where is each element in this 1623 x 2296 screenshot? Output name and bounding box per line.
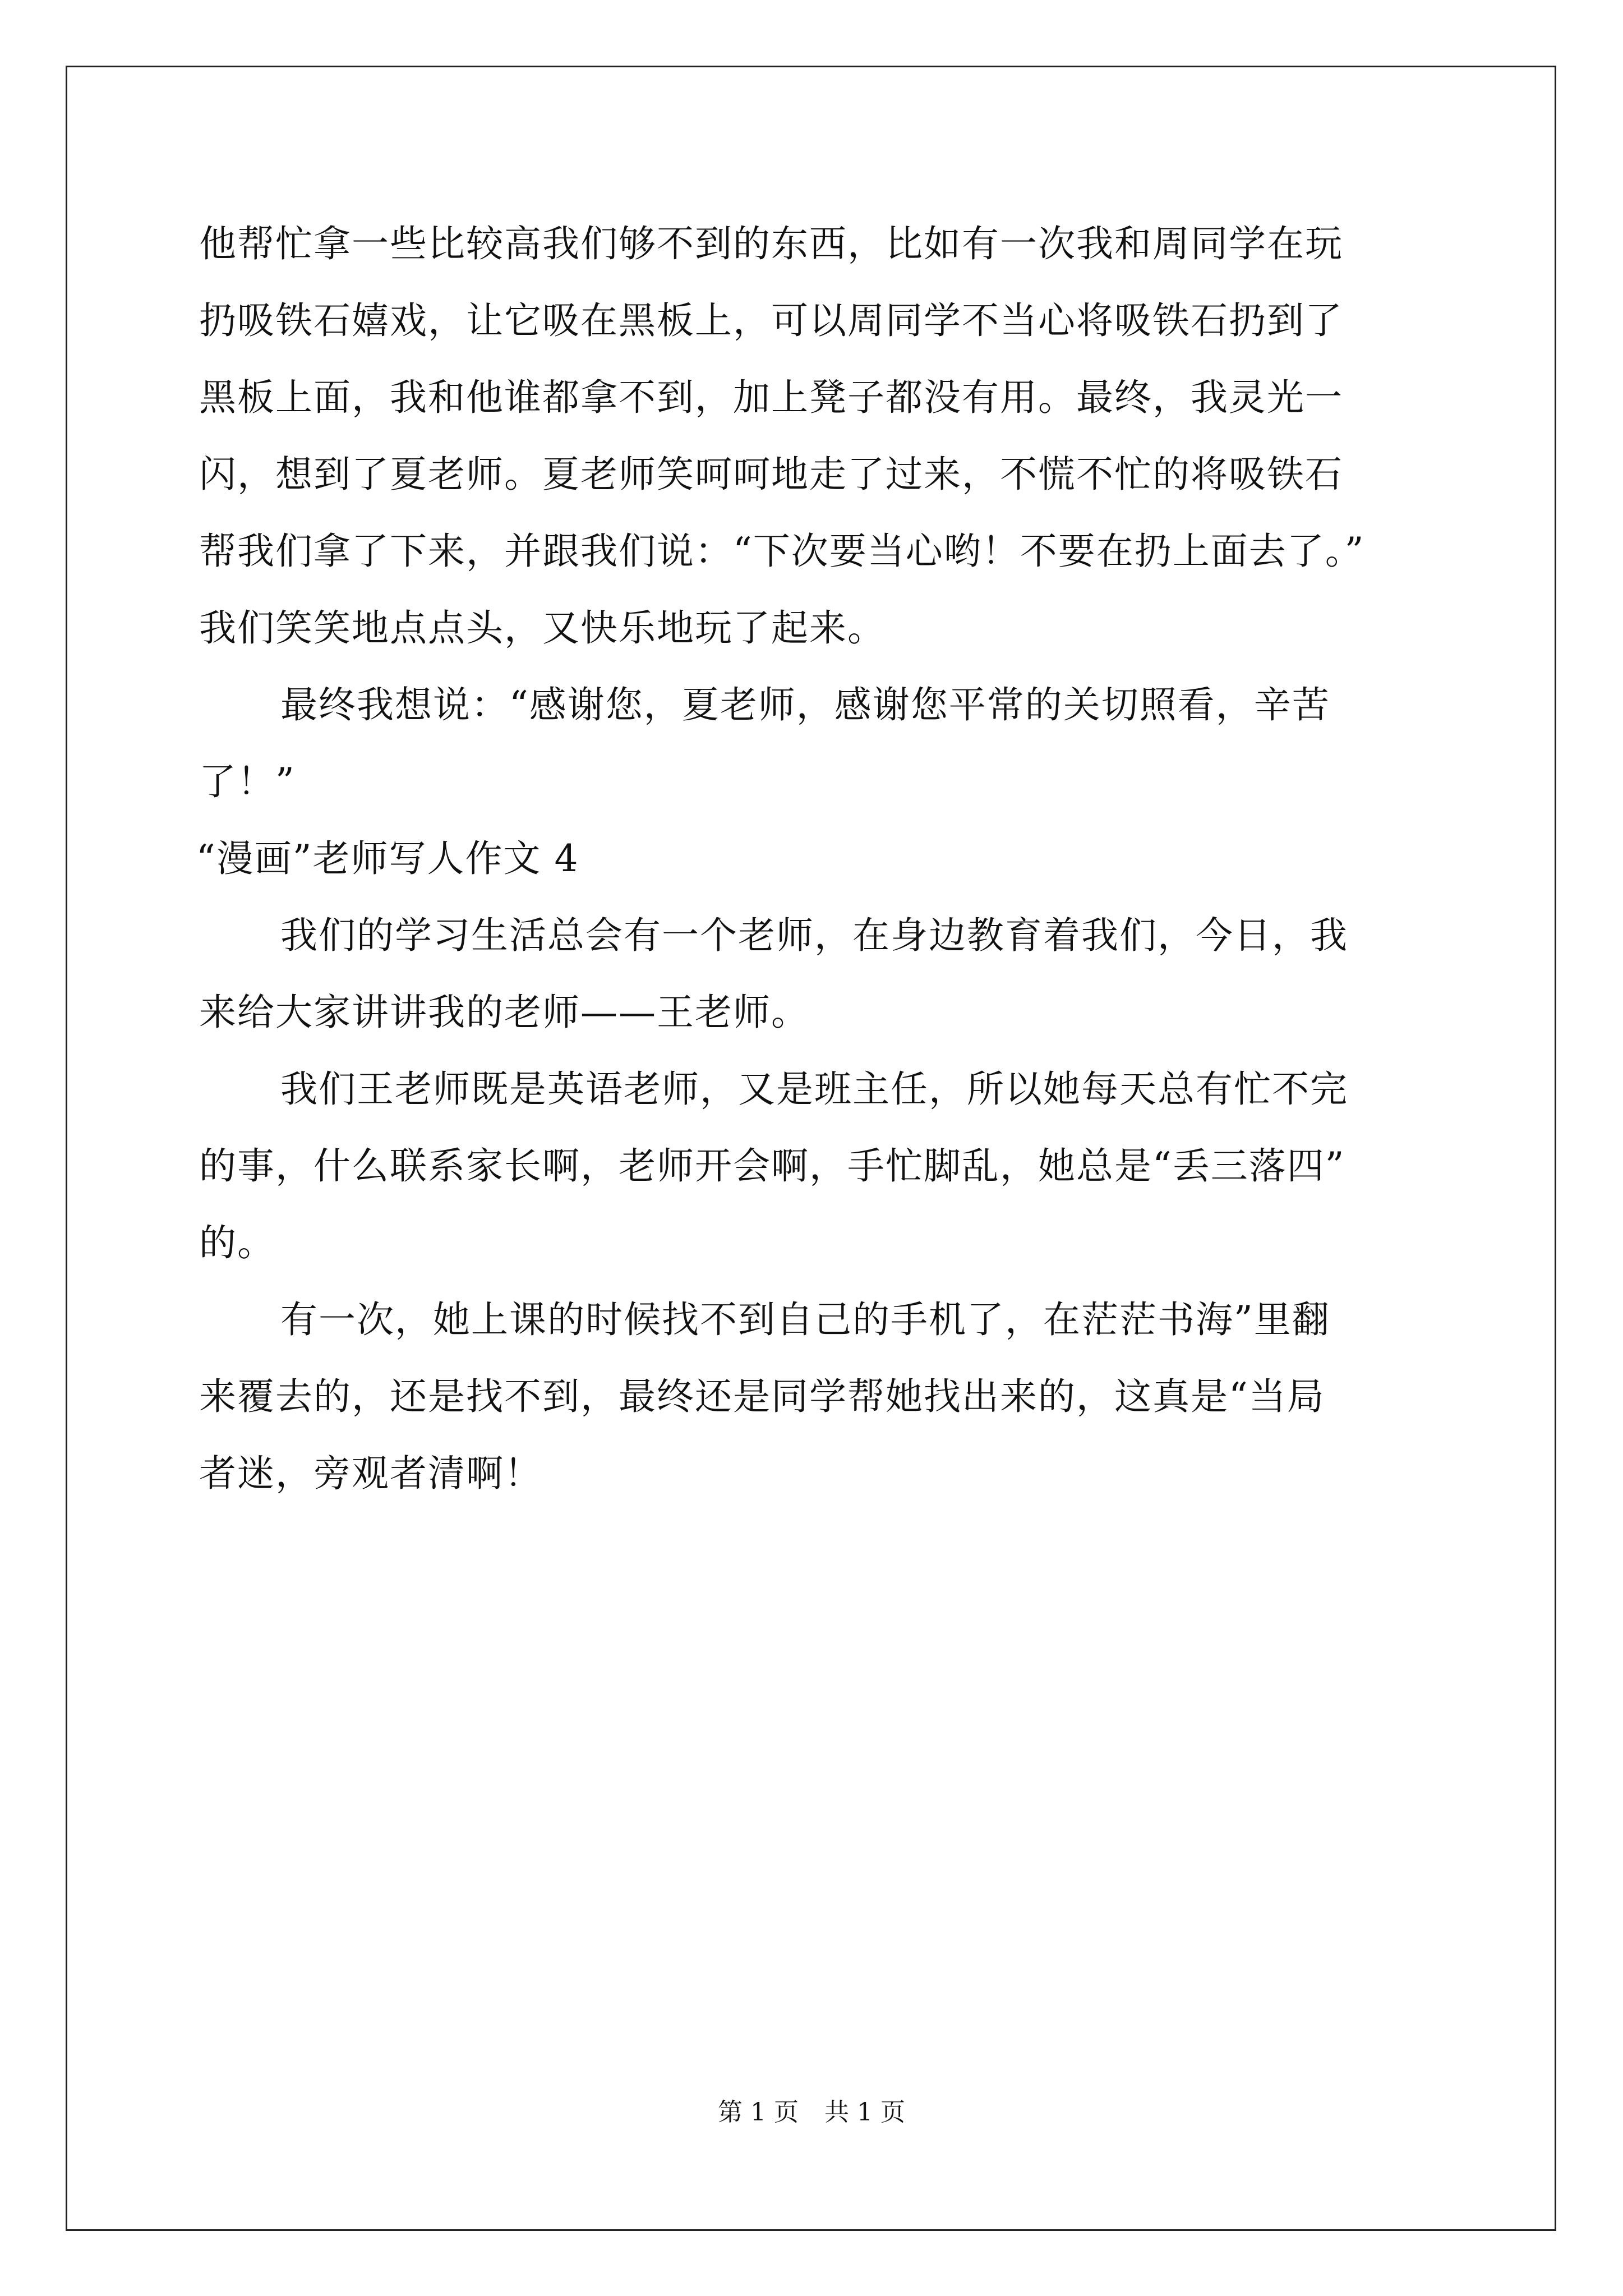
body-line: 了！”	[199, 760, 296, 803]
paragraph-first-line: 最终我想说：“感谢您，夏老师，感谢您平常的关切照看，辛苦	[280, 683, 1330, 726]
body-line: 我们笑笑地点点头，又快乐地玩了起来。	[199, 606, 886, 650]
body-line: 黑板上面，我和他谁都拿不到，加上凳子都没有用。最终，我灵光一	[199, 376, 1343, 419]
page-total: 共 1 页	[824, 2098, 905, 2127]
body-line: 他帮忙拿一些比较高我们够不到的东西，比如有一次我和周同学在玩	[199, 222, 1343, 265]
body-line: 者迷，旁观者清啊！	[199, 1452, 542, 1495]
body-line: 的事，什么联系家长啊，老师开会啊，手忙脚乱，她总是“丢三落四”	[199, 1144, 1345, 1188]
page-number: 第 1 页	[718, 2098, 799, 2127]
body-line: 闪，想到了夏老师。夏老师笑呵呵地走了过来，不慌不忙的将吸铁石	[199, 453, 1343, 496]
paragraph-first-line: 有一次，她上课的时候找不到自己的手机了，在茫茫书海”里翻	[280, 1298, 1330, 1341]
paragraph-first-line: 我们王老师既是英语老师，又是班主任，所以她每天总有忙不完	[280, 1068, 1348, 1111]
body-line: 帮我们拿了下来，并跟我们说：“下次要当心哟！不要在扔上面去了。”	[199, 530, 1365, 573]
section-heading: “漫画”老师写人作文 4	[196, 837, 579, 880]
body-line: 来给大家讲讲我的老师——王老师。	[199, 991, 809, 1034]
body-line: 的。	[199, 1221, 275, 1264]
body-line: 来覆去的，还是找不到，最终还是同学帮她找出来的，这真是“当局	[199, 1375, 1325, 1418]
paragraph-first-line: 我们的学习生活总会有一个老师，在身边教育着我们，今日，我	[280, 914, 1348, 957]
page-footer	[0, 2097, 1623, 2128]
body-line: 扔吸铁石嬉戏，让它吸在黑板上，可以周同学不当心将吸铁石扔到了	[199, 299, 1343, 342]
